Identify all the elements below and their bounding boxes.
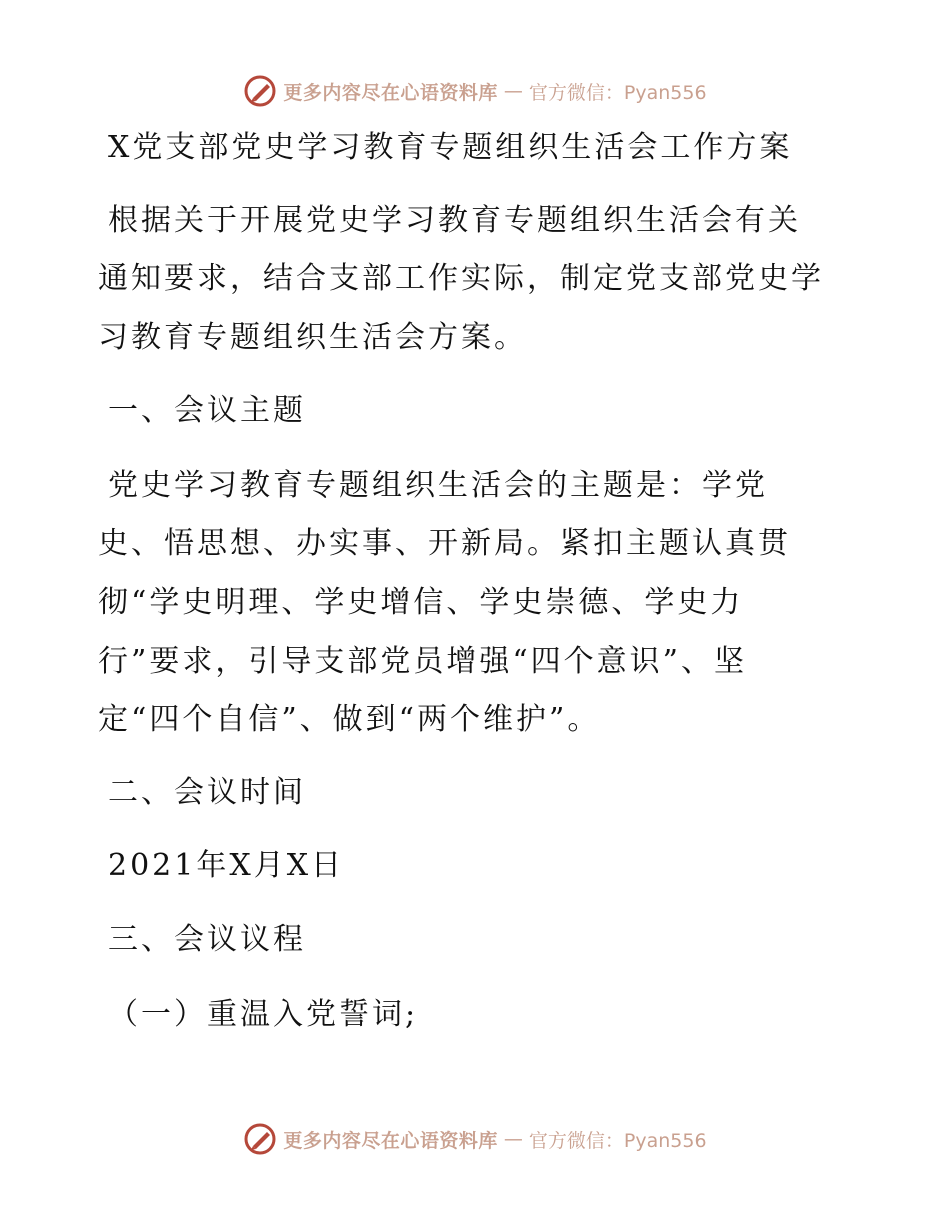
section1-line-5: 定“四个自信”、做到“两个维护”。 bbox=[98, 702, 601, 737]
section2-heading: 二、会议时间 bbox=[108, 775, 306, 810]
watermark-main-text: 更多内容尽在心语资料库 bbox=[283, 1129, 498, 1152]
section3-heading: 三、会议议程 bbox=[108, 922, 306, 957]
watermark-sub-text: 官方微信：Pyan556 bbox=[528, 81, 707, 104]
intro-line-1: 根据关于开展党史学习教育专题组织生活会有关 bbox=[108, 203, 801, 238]
section1-line-1: 党史学习教育专题组织生活会的主题是：学党 bbox=[108, 468, 768, 503]
section2-date: 2021年X月X日 bbox=[108, 848, 345, 883]
section1-heading: 一、会议主题 bbox=[108, 393, 306, 428]
section1-line-3: 彻“学史明理、学史增信、学史崇德、学史力 bbox=[98, 585, 744, 620]
intro-line-3: 习教育专题组织生活会方案。 bbox=[98, 320, 527, 355]
section3-item-1: （一）重温入党誓词; bbox=[108, 997, 419, 1032]
watermark-main-text: 更多内容尽在心语资料库 bbox=[283, 81, 498, 104]
pen-logo-icon bbox=[243, 1122, 277, 1156]
section1-line-2: 史、悟思想、办实事、开新局。紧扣主题认真贯 bbox=[98, 526, 791, 561]
watermark-dash: — bbox=[503, 80, 523, 102]
pen-logo-icon bbox=[243, 74, 277, 108]
watermark-sub-text: 官方微信：Pyan556 bbox=[528, 1129, 707, 1152]
document-title: X党支部党史学习教育专题组织生活会工作方案 bbox=[108, 130, 793, 165]
section1-line-4: 行”要求，引导支部党员增强“四个意识”、坚 bbox=[98, 644, 748, 679]
intro-line-2: 通知要求，结合支部工作实际，制定党支部党史学 bbox=[98, 261, 824, 296]
watermark-footer bbox=[0, 1122, 950, 1156]
watermark-dash: — bbox=[503, 1128, 523, 1150]
watermark-header bbox=[0, 74, 950, 108]
